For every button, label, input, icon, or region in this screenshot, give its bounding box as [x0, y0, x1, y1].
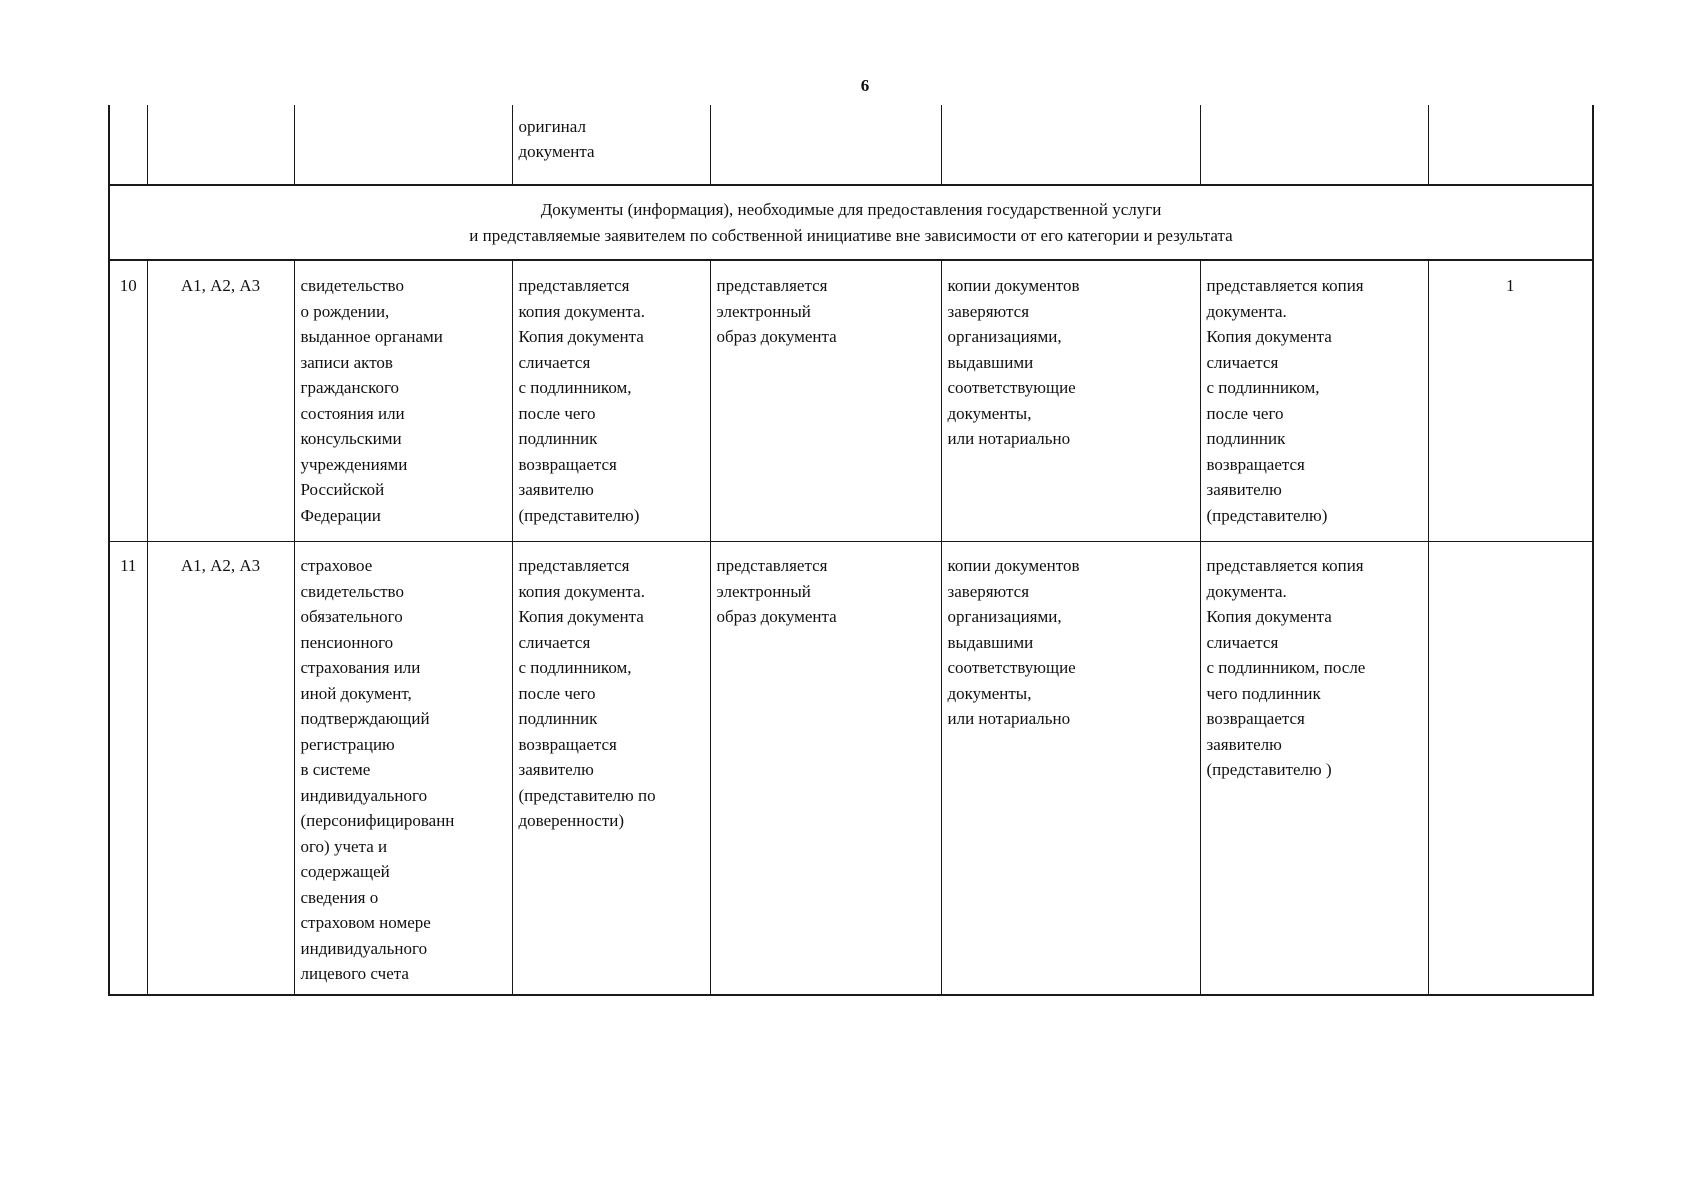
cell-note — [1428, 105, 1593, 185]
page-number: 6 — [860, 76, 870, 95]
table-row-continuation — [109, 105, 1593, 185]
cell-electronic — [710, 105, 941, 185]
cell-certification: копии документов заверяются организациями, выдавшими соответствующие документы, или нотариально — [941, 542, 1200, 996]
cell-document: свидетельство о рождении, выданное органами записи актов гражданского состояния или консульскими учреждениями Российской Федерации — [294, 260, 512, 542]
cell-num: 10 — [109, 260, 147, 542]
cell-in-person: представляется копия документа. Копия документа сличается с подлинником, после чего подлинник возвращается заявителю (представителю) — [512, 260, 710, 542]
cell-in-person: оригинал документа — [512, 105, 710, 185]
cell-num: 11 — [109, 542, 147, 996]
cell-category: А1, А2, А3 — [147, 542, 294, 996]
section-header-row — [109, 185, 1593, 260]
section-header: Документы (информация), необходимые для предоставления государственной услуги и представляемые заявителем по собственной инициативе вне зависимости от его категории и результата — [109, 185, 1593, 260]
cell-mail: представляется копия документа. Копия документа сличается с подлинником, после чего подлинник возвращается заявителю (представителю) — [1200, 260, 1428, 542]
cell-in-person: представляется копия документа. Копия документа сличается с подлинником, после чего подлинник возвращается заявителю (представителю по доверенности) — [512, 542, 710, 996]
cell-certification — [941, 105, 1200, 185]
cell-certification: копии документов заверяются организациями, выдавшими соответствующие документы, или нотариально — [941, 260, 1200, 542]
cell-mail: представляется копия документа. Копия документа сличается с подлинником, после чего подлинник возвращается заявителю (представителю ) — [1200, 542, 1428, 996]
cell-note — [1428, 542, 1593, 996]
cell-electronic: представляется электронный образ документа — [710, 260, 941, 542]
documents-table — [108, 105, 1594, 996]
cell-mail — [1200, 105, 1428, 185]
cell-category — [147, 105, 294, 185]
cell-note: 1 — [1428, 260, 1593, 542]
cell-electronic: представляется электронный образ документа — [710, 542, 941, 996]
cell-num — [109, 105, 147, 185]
cell-category: А1, А2, А3 — [147, 260, 294, 542]
table-row — [109, 542, 1593, 996]
cell-document: страховое свидетельство обязательного пенсионного страхования или иной документ, подтверждающий регистрацию в системе индивидуального (персонифицированн ого) учета и содержащей сведения о страховом номере индивидуального лицевого счета — [294, 542, 512, 996]
table-row — [109, 260, 1593, 542]
cell-document — [294, 105, 512, 185]
